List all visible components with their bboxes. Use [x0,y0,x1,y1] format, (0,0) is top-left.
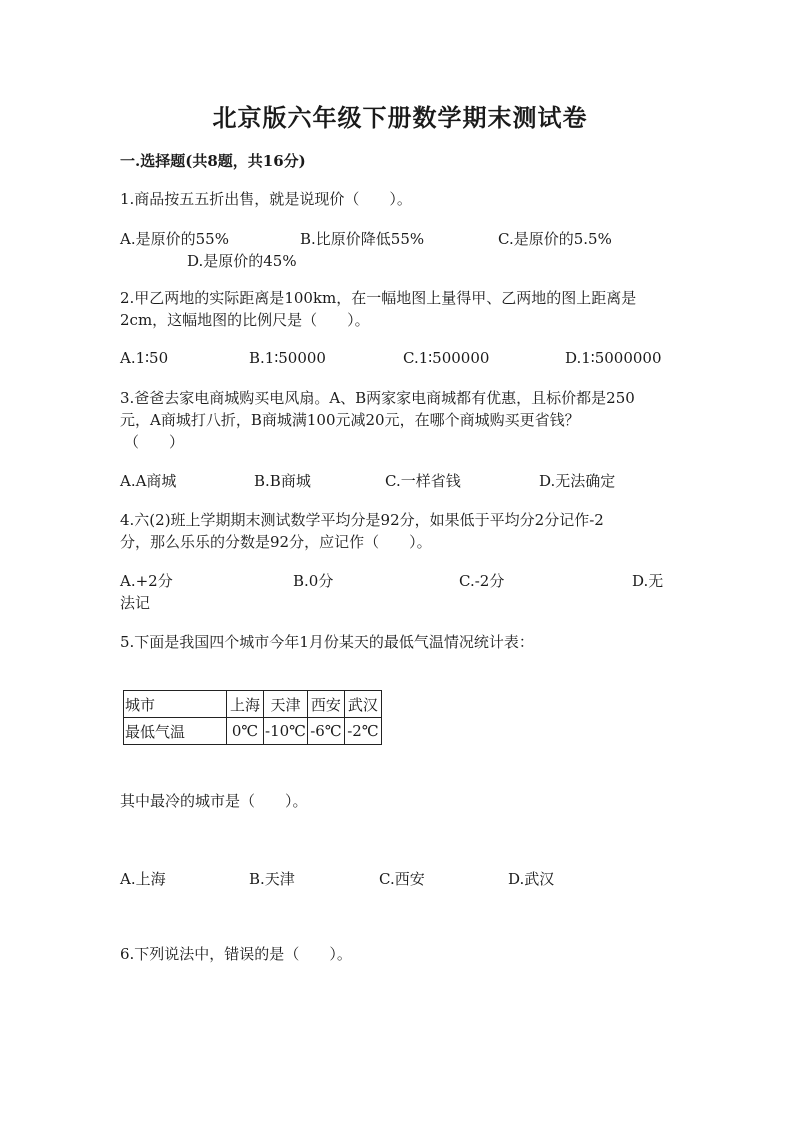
question-5-stem: 5.下面是我国四个城市今年1月份某天的最低气温情况统计表： [120,633,534,651]
question-3-option-b[interactable]: B.B商城 [254,472,311,490]
question-2-option-a[interactable]: A.1∶50 [120,349,169,367]
temperature-table [123,690,382,745]
question-5-option-b[interactable]: B.天津 [249,870,295,888]
question-5-option-a[interactable]: A.上海 [120,870,166,888]
question-5-option-d[interactable]: D.武汉 [508,870,555,888]
question-2-option-b[interactable]: B.1∶50000 [249,349,326,367]
question-5-followup: 其中最冷的城市是（ ）。 [120,792,308,810]
table-row [124,691,382,718]
question-1-option-a[interactable]: A.是原价的55% [120,230,229,248]
question-4-option-d-continued: 法记 [120,594,151,612]
question-2-option-c[interactable]: C.1∶500000 [403,349,490,367]
question-3-stem-line-1: 3.爸爸去家电商城购买电风扇。A、B两家家电商城都有优惠，且标价都是250 [120,389,635,407]
table-header-cell: 武汉 [344,691,381,718]
table-header-cell: 城市 [124,691,227,718]
question-4-option-b[interactable]: B.0分 [293,572,334,590]
table-cell: -10℃ [264,718,308,745]
section-heading: 一.选择题(共8题，共16分) [120,152,306,170]
question-4-option-c[interactable]: C.-2分 [459,572,505,590]
table-header-cell: 西安 [307,691,344,718]
question-4-stem-line-1: 4.六(2)班上学期期末测试数学平均分是92分，如果低于平均分2分记作-2 [120,511,604,529]
question-4-stem-line-2: 分，那么乐乐的分数是92分，应记作（ ）。 [120,533,432,551]
table-cell: 最低气温 [124,718,227,745]
question-1-option-d[interactable]: D.是原价的45% [187,252,297,270]
table-cell: -2℃ [344,718,381,745]
question-1-stem: 1.商品按五五折出售，就是说现价（ ）。 [120,190,412,208]
question-3-option-c[interactable]: C.一样省钱 [385,472,461,490]
question-2-stem-line-1: 2.甲乙两地的实际距离是100km，在一幅地图上量得甲、乙两地的图上距离是 [120,289,637,307]
page-title: 北京版六年级下册数学期末测试卷 [212,103,588,132]
question-4-option-a[interactable]: A.+2分 [120,572,173,590]
question-1-option-b[interactable]: B.比原价降低55% [300,230,425,248]
question-2-option-d[interactable]: D.1∶5000000 [565,349,662,367]
table-header-cell: 天津 [264,691,308,718]
question-2-stem-line-2: 2cm，这幅地图的比例尺是（ ）。 [120,311,370,329]
question-3-option-d[interactable]: D.无法确定 [539,472,616,490]
question-6-stem: 6.下列说法中，错误的是（ ）。 [120,945,352,963]
table-row [124,718,382,745]
table-cell: -6℃ [307,718,344,745]
question-4-option-d[interactable]: D.无 [632,572,664,590]
table-cell: 0℃ [227,718,264,745]
question-1-option-c[interactable]: C.是原价的5.5% [498,230,612,248]
question-3-stem-line-2: 元，A商城打八折，B商城满100元减20元，在哪个商城购买更省钱？ [120,411,580,429]
table-header-cell: 上海 [227,691,264,718]
question-3-stem-line-3: （ ） [124,433,185,451]
question-5-option-c[interactable]: C.西安 [379,870,425,888]
question-3-option-a[interactable]: A.A商城 [120,472,177,490]
